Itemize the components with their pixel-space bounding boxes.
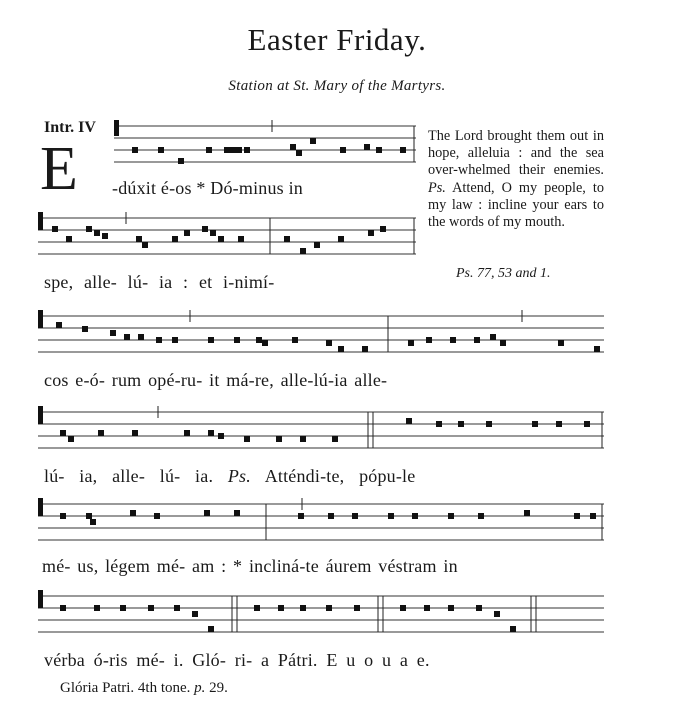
psalm-lyric: Atténdi-te, pópu-le [264,466,416,486]
footer-text: Glória Patri. 4th tone. [60,680,191,696]
staff-3 [38,308,604,364]
lyric-line-1: -dúxit é-os * Dó-minus in [112,178,303,198]
initial-letter: E [40,135,78,203]
footer-page-ref: p. [194,680,206,696]
translation-ps-text: Attend, O my people, to my law : incline your ears to the words of my mouth. [428,179,604,231]
staff-2 [38,210,416,266]
psalm-label: Ps. [227,466,251,486]
lyric-line-3: cos e-ó- rum opé-ru- it má-re, alle-lú-ia alle- [44,370,388,390]
staff-4 [38,404,604,460]
footer-note [60,680,228,697]
lyric-line-6: vérba ó-ris mé- i. Gló- ri- a Pátri. E u o u a e. [44,650,430,670]
page-title: Easter Friday. [247,22,427,57]
psalm-reference: Ps. 77, 53 and 1. [456,266,551,281]
lyric-line-2: spe, alle- lú- ia : et i-nimí- [44,272,275,292]
lyric-line-4 [44,466,415,487]
lyric-line-5: mé- us, légem mé- am : * incliná-te áurem véstram in [42,556,458,576]
staff-6 [38,588,604,644]
clef-mark [114,120,119,136]
staff-1 [114,118,416,174]
translation-block [428,128,604,231]
translation-body: The Lord brought them out in hope, alleluia : and the sea over-whelmed their enemies. [428,128,604,179]
footer-page-num: 29. [209,680,228,696]
station-subtitle: Station at St. Mary of the Martyrs. [228,78,446,94]
staff-5 [38,496,604,552]
lyric-line-4-text: lú- ia, alle- lú- ia. [44,466,214,486]
introit-label: Intr. IV [44,119,96,136]
translation-ps-label: Ps. [428,179,446,196]
